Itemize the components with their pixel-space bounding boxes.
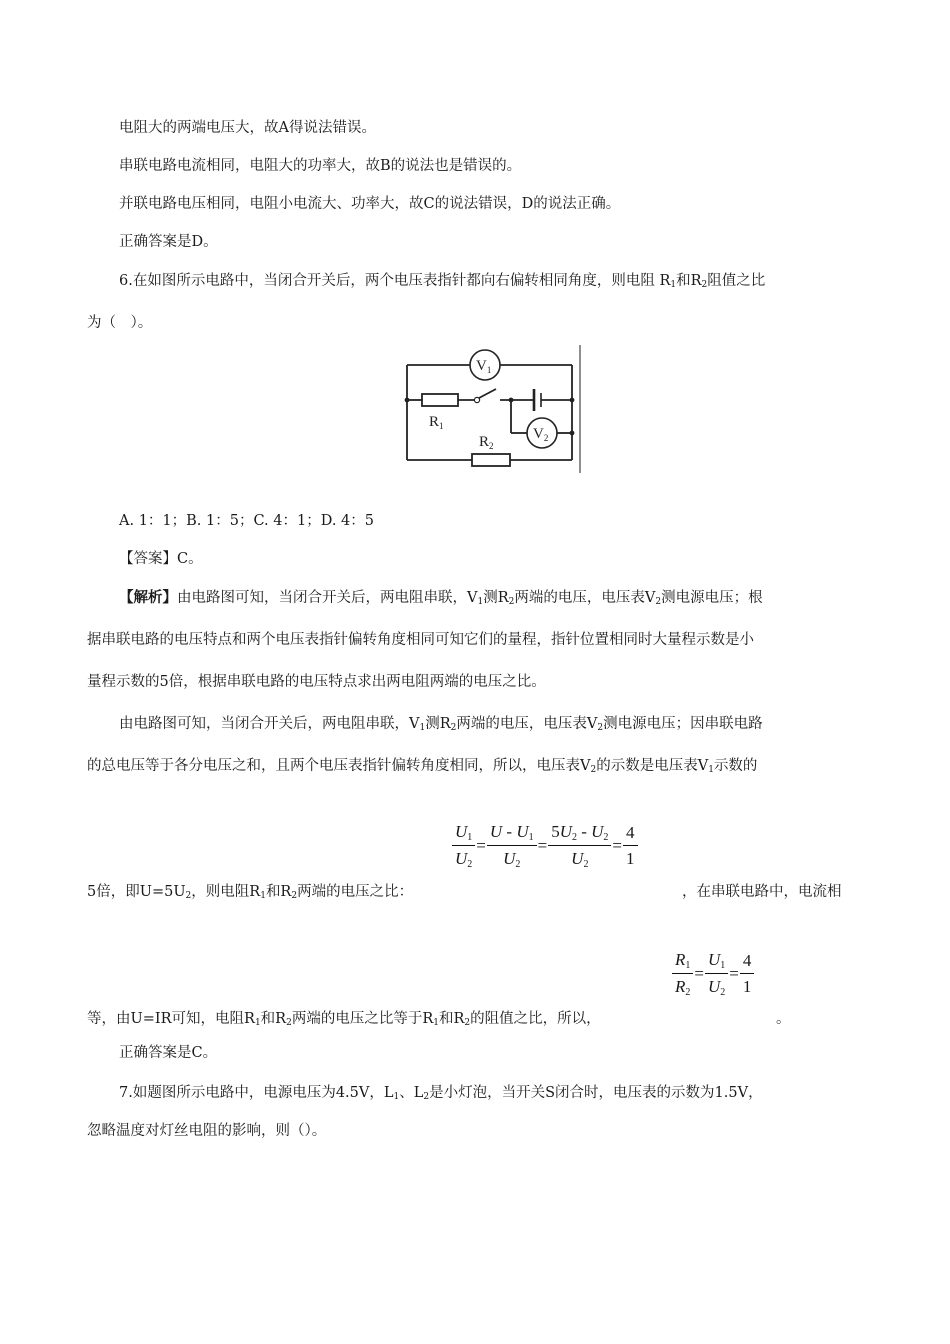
question-7-line: 忽略温度对灯丝电阻的影响，则（）。 — [87, 1123, 327, 1139]
line-text: 正确答案是D。 — [119, 234, 218, 250]
voltage-ratio-formula: $\frac{U_1}{U_2}$ = $\frac{U - U_1}{U_2}$ = $\frac{5U_2 - U_2}{U_2}$ = $\frac{4}{1}$ — [452, 822, 638, 870]
svg-text:V2: $V_2$ — [533, 426, 549, 443]
text-line — [119, 232, 218, 252]
text-line — [119, 156, 521, 176]
line-text: 并联电路电压相同，电阻小电流大、功率大，故C的说法错误，D的说法正确。 — [119, 196, 621, 212]
text-line: 正确答案是C。 — [119, 1045, 218, 1061]
options-line: A. 1：1；B. 1：5；C. 4：1；D. 4：5 — [119, 513, 374, 529]
question-6-line: 为（ ）。 — [87, 315, 153, 331]
line-text: 串联电路电流相同，电阻大的功率大，故B的说法也是错误的。 — [119, 158, 522, 174]
analysis-tag: 【解析】 — [119, 589, 177, 606]
analysis-line: 据串联电路的电压特点和两个电压表指针偏转角度相同可知它们的量程，指针位置相同时大量程示数是小 — [87, 632, 754, 648]
question-6-line: 6.在如图所示电路中，当闭合开关后，两个电压表指针都向右偏转相同角度，则电阻 $R_1$和$R_2$阻值之比 — [119, 273, 766, 290]
text-line — [119, 118, 376, 138]
text-line-end: ，在串联电路中，电流相 — [682, 884, 842, 900]
question-7-line: 7.如题图所示电路中，电源电压为4.5V，$L_1$、$L_2$是小灯泡，当开关S闭合时，电压表的示数为1.5V， — [119, 1085, 763, 1102]
r1-label: R — [429, 414, 440, 430]
r2-label: R — [479, 434, 490, 450]
text-line — [119, 194, 620, 214]
svg-text:R2: $R_2$ — [479, 434, 494, 451]
text-line: 的总电压等于各分电压之和，且两个电压表指针偏转角度相同，所以，电压表$V_2$的示数是电压表$V_1$示数的 — [87, 758, 758, 775]
resistance-ratio-formula: $\frac{R_1}{R_2}$ = $\frac{U_1}{U_2}$ = $\frac{4}{1}$ — [672, 950, 754, 998]
circuit-diagram — [400, 345, 590, 475]
text-line-end: 。 — [776, 1011, 791, 1027]
v2-label: V — [533, 426, 544, 442]
answer-line: 【答案】C。 — [119, 551, 203, 567]
line-text: 电阻大的两端电压大，故A得说法错误。 — [119, 120, 376, 136]
analysis-line: 【解析】由电路图可知，当闭合开关后，两电阻串联，$V_1$测$R_2$两端的电压，电压表$V_2$测电源电压；根 — [119, 589, 763, 607]
text-line: 由电路图可知，当闭合开关后，两电阻串联，$V_1$测$R_2$两端的电压，电压表$V_2$测电源电压；因串联电路 — [119, 716, 763, 733]
v1-label: V — [476, 358, 487, 374]
text-line: 等，由U=IR可知，电阻$R_1$和$R_2$两端的电压之比等于$R_1$和$R_2$的阻值之比，所以， — [87, 1011, 601, 1028]
text-line: 5倍，即$U=5U_2$，则电阻$R_1$和$R_2$两端的电压之比： — [87, 884, 414, 901]
svg-text:V1: $V_1$ — [476, 358, 492, 375]
svg-text:R1: $R_1$ — [429, 414, 444, 431]
analysis-line: 量程示数的5倍，根据串联电路的电压特点求出两电阻两端的电压之比。 — [87, 674, 546, 690]
